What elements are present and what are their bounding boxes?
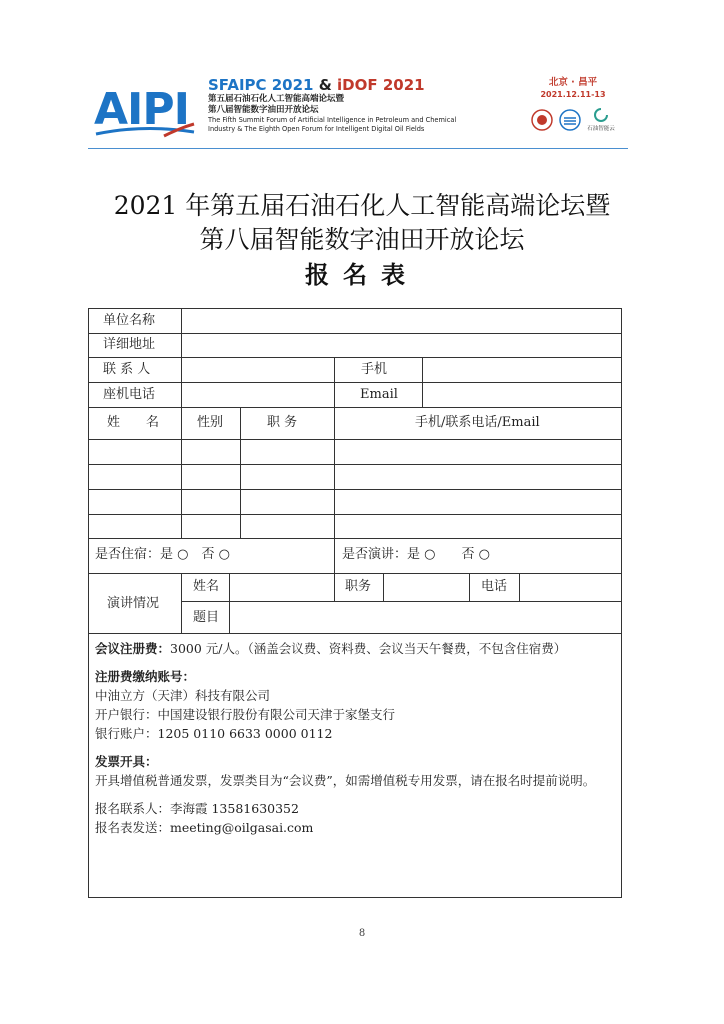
contact-person: 报名联系人：李海霞 13581630352 [95, 801, 299, 816]
aipi-logo [94, 80, 198, 140]
logo-text: AIPI [94, 84, 190, 135]
col-contact-header: 手机/联系电话/Email [415, 415, 540, 430]
header-cn-line2: 第八届智能数字油田开放论坛 [208, 105, 319, 115]
mobile-label: 手机 [361, 362, 388, 377]
row-divider [181, 601, 621, 602]
header-date: 2021.12.11-13 [540, 90, 606, 99]
speaker-phone-label: 电话 [481, 579, 508, 594]
col-divider [334, 357, 335, 538]
header-titles [208, 76, 508, 133]
fee-paragraph: 会议注册费：3000 元/人。（涵盖会议费、资料费、会议当天午餐费，不包含住宿费） [95, 641, 567, 656]
address-field[interactable] [185, 335, 619, 355]
landline-field[interactable] [185, 385, 331, 405]
col-divider [181, 573, 182, 633]
email-label: Email [360, 387, 398, 402]
col-divider [383, 573, 384, 601]
registration-notes [95, 639, 615, 837]
org-name-label: 单位名称 [103, 313, 156, 328]
speech-topic-field[interactable] [233, 603, 619, 631]
mobile-field[interactable] [426, 360, 618, 380]
org-name-field[interactable] [185, 311, 619, 331]
header-cn-line1: 第五届石油石化人工智能高端论坛暨 [208, 94, 345, 104]
partner-logos [518, 107, 628, 133]
lodging-question[interactable]: 是否住宿：是 ○ 否 ○ [95, 547, 230, 562]
col-divider [334, 573, 335, 601]
header-event-title: SFAIPC 2021 & iDOF 2021 [208, 76, 425, 94]
col-gender-header: 性别 [197, 415, 224, 430]
invoice-text: 开具增值税普通发票，发票类目为“会议费”，如需增值税专用发票，请在报名时提前说明。 [95, 773, 596, 788]
bank-name: 开户银行：中国建设银行股份有限公司天津于家堡支行 [95, 707, 396, 722]
contact-field[interactable] [185, 360, 331, 380]
col-name-header: 姓 名 [107, 415, 160, 430]
cloud-icon [593, 108, 609, 122]
speech-topic-label: 题目 [193, 610, 220, 625]
row-divider [89, 633, 621, 634]
row-divider [89, 538, 621, 539]
logo-swoosh-icon [94, 122, 198, 138]
landline-label: 座机电话 [103, 387, 156, 402]
header-en-line1: The Fifth Summit Forum of Artificial Intelligence in Petroleum and Chemical [208, 116, 457, 124]
row-divider [89, 382, 621, 383]
row-divider [89, 357, 621, 358]
row-divider [89, 439, 621, 440]
header-location-block [518, 76, 628, 133]
chemical-society-icon [559, 109, 581, 131]
account-heading: 注册费缴纳账号： [95, 669, 196, 684]
bank-account: 银行账户：1205 0110 6633 0000 0112 [95, 726, 333, 741]
row-divider [89, 407, 621, 408]
col-divider [519, 573, 520, 601]
address-label: 详细地址 [103, 337, 156, 352]
row-divider [89, 333, 621, 334]
send-to-email[interactable]: 报名表发送：meeting@oilgasai.com [95, 820, 314, 835]
row-divider [89, 489, 621, 490]
invoice-heading: 发票开具： [95, 754, 158, 769]
header-divider [88, 148, 628, 149]
petroleum-society-icon [531, 109, 553, 131]
form-title-line2: 第八届智能数字油田开放论坛 [199, 225, 525, 254]
speaker-position-label: 职务 [345, 579, 372, 594]
col-divider [469, 573, 470, 601]
row-divider [89, 573, 621, 574]
form-title-registration: 报名表 [305, 260, 419, 289]
row-divider [89, 514, 621, 515]
page-number: 8 [358, 928, 366, 939]
form-title-line1: 2021 年第五届石油石化人工智能高端论坛暨 [113, 191, 611, 220]
conference-header [88, 70, 628, 150]
col-divider [240, 407, 241, 538]
header-en-line2: Industry & The Eighth Open Forum for Intelligent Digital Oil Fields [208, 124, 425, 133]
contact-label: 联 系 人 [103, 362, 151, 377]
email-field[interactable] [426, 385, 618, 405]
speech-info-label: 演讲情况 [107, 596, 160, 611]
col-divider [422, 357, 423, 407]
company-name: 中油立方（天津）科技有限公司 [95, 688, 271, 703]
speaker-name-label: 姓名 [193, 579, 220, 594]
speech-question[interactable]: 是否演讲：是 ○ 否 ○ [342, 547, 490, 562]
row-divider [89, 464, 621, 465]
registration-form [88, 308, 622, 898]
col-position-header: 职 务 [267, 415, 298, 430]
oil-cloud-logo: 石油智能云 [587, 107, 615, 133]
col-divider [229, 573, 230, 633]
col-divider [181, 407, 182, 538]
header-city: 北京 · 昌平 [548, 77, 598, 88]
col-divider [334, 538, 335, 573]
